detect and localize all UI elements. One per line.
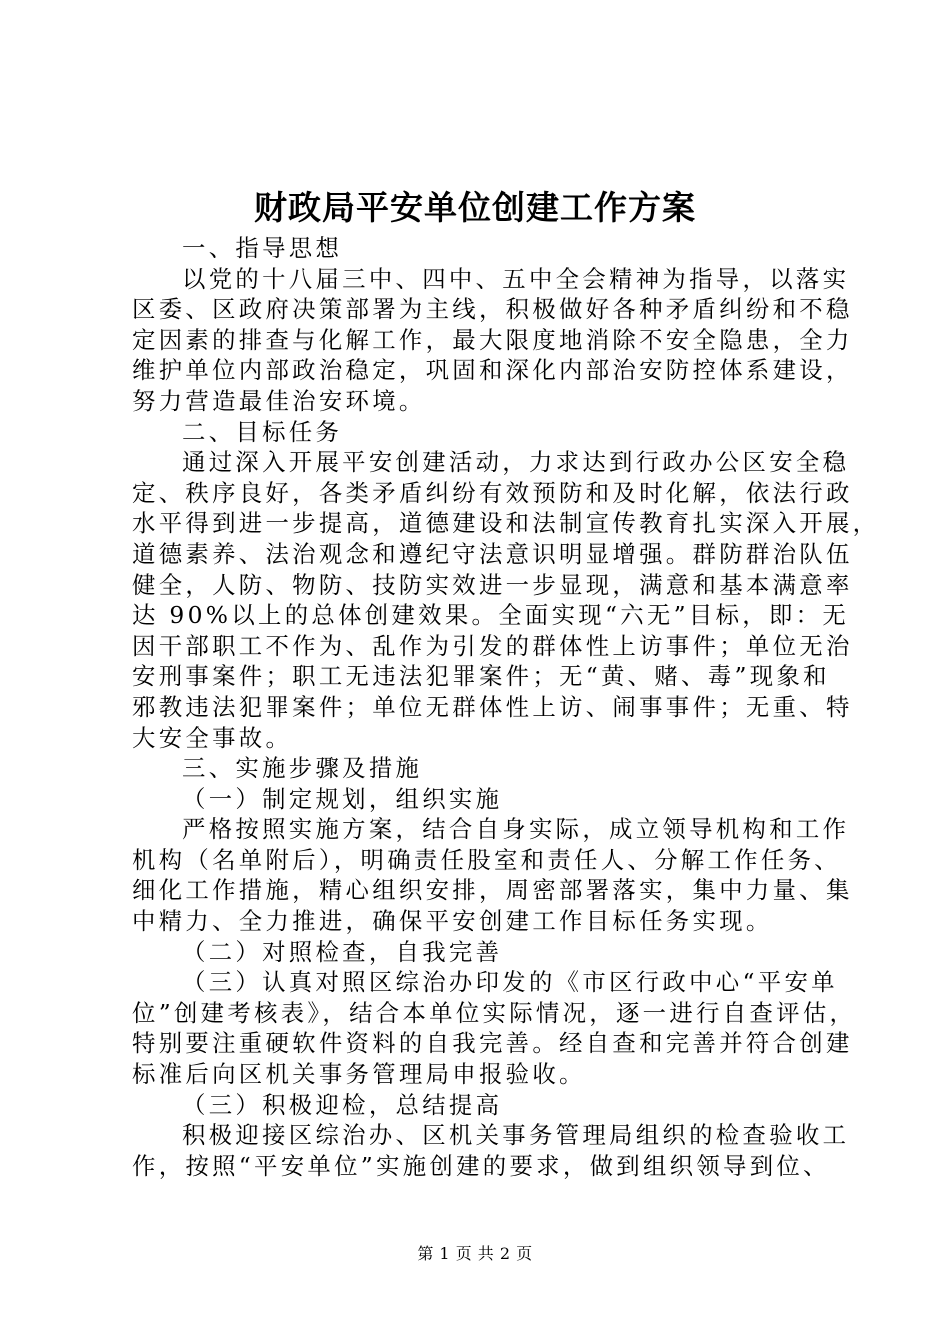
text-line: 中精力、全力推进，确保平安创建工作目标任务实现。 [132,907,773,936]
text-line: （三）积极迎检，总结提高 [182,1090,503,1119]
text-line: 邪教违法犯罪案件；单位无群体性上访、闹事事件；无重、特 [132,692,853,721]
text-line: 位”创建考核表》，结合本单位实际情况，逐一进行自查评估， [132,998,857,1027]
text-line: 努力营造最佳治安环境。 [132,386,426,415]
text-line: 特别要注重硬软件资料的自我完善。经自查和完善并符合创建 [132,1029,853,1058]
text-line: （二）对照检查，自我完善 [182,937,503,966]
page-footer: 第 1 页 共 2 页 [417,1244,533,1263]
text-line: 大安全事故。 [132,723,293,752]
text-line: 水平得到进一步提高，道德建设和法制宣传教育扎实深入开展， [132,509,880,538]
text-line: 维护单位内部政治稳定，巩固和深化内部治安防控体系建设， [132,356,853,385]
text-line: 安刑事案件；职工无违法犯罪案件；无“黄、赌、毒”现象和 [132,662,830,691]
text-line: （三）认真对照区综治办印发的《市区行政中心“平安单 [182,968,838,997]
text-line: 严格按照实施方案，结合自身实际，成立领导机构和工作 [182,815,850,844]
text-line: （一）制定规划，组织实施 [182,784,503,813]
text-line: 机构（名单附后），明确责任股室和责任人、分解工作任务、 [132,845,841,874]
text-line: 一、指导思想 [182,234,343,262]
text-line: 积极迎接区综治办、区机关事务管理局组织的检查验收工 [182,1121,850,1150]
text-line: 标准后向区机关事务管理局申报验收。 [132,1060,586,1089]
text-line: 通过深入开展平安创建活动，力求达到行政办公区安全稳 [182,448,850,477]
text-line: 以党的十八届三中、四中、五中全会精神为指导，以落实 [182,264,850,293]
text-line: 二、目标任务 [182,417,343,446]
text-line: 作，按照“平安单位”实施创建的要求，做到组织领导到位、 [132,1151,830,1180]
document-body [132,233,880,1181]
text-line: 三、实施步骤及措施 [182,754,423,783]
text-line: 定、秩序良好，各类矛盾纠纷有效预防和及时化解，依法行政 [132,478,853,507]
document-title: 财政局平安单位创建工作方案 [254,188,696,227]
text-line: 细化工作措施，精心组织安排，周密部署落实，集中力量、集 [132,876,853,905]
text-line: 定因素的排查与化解工作，最大限度地消除不安全隐患，全力 [132,325,853,354]
text-line: 健全，人防、物防、技防实效进一步显现，满意和基本满意率 [132,570,853,599]
text-line: 区委、区政府决策部署为主线，积极做好各种矛盾纠纷和不稳 [132,295,853,324]
text-line: 因干部职工不作为、乱作为引发的群体性上访事件；单位无治 [132,631,853,660]
text-line: 达 90%以上的总体创建效果。全面实现“六无”目标，即：无 [132,601,850,630]
text-line: 道德素养、法治观念和遵纪守法意识明显增强。群防群治队伍 [132,539,853,568]
